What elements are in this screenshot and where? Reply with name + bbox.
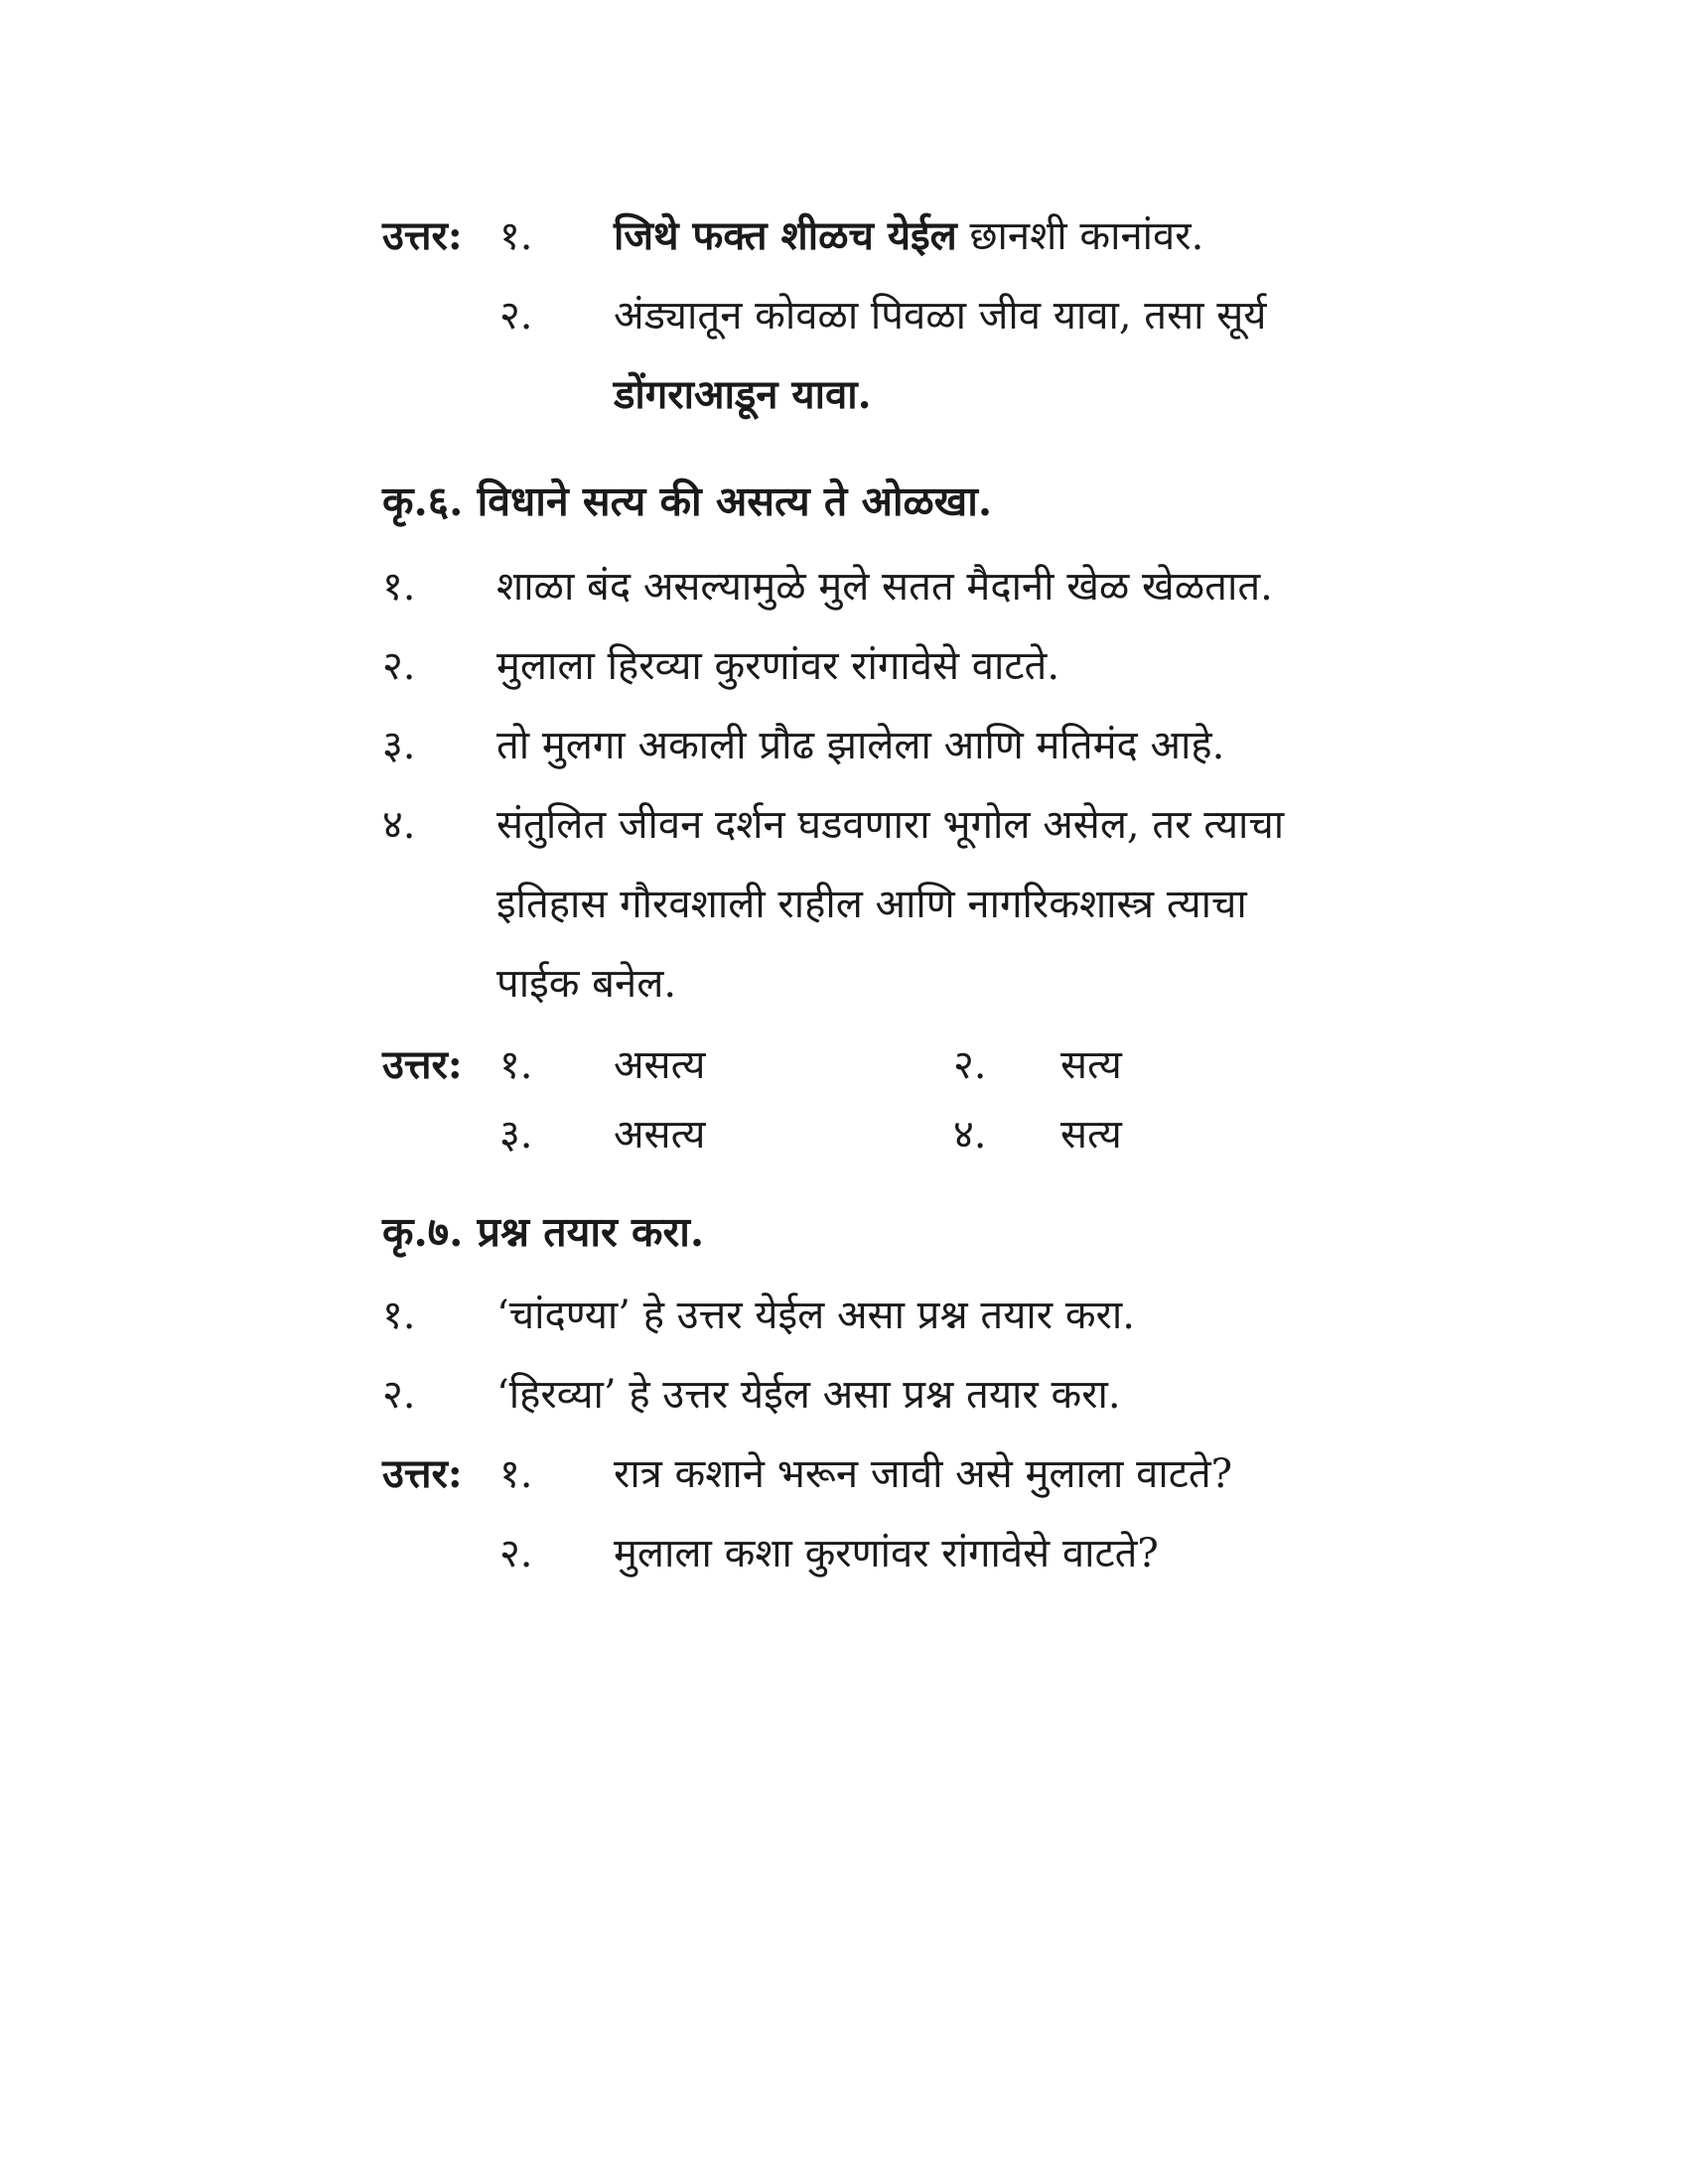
item-number: २. xyxy=(953,1042,987,1088)
question-text: ‘हिरव्या’ हे उत्तर येईल असा प्रश्न तयार करा. xyxy=(496,1372,1121,1418)
answer-bold-text: जिथे फक्त शीळच येईल xyxy=(614,212,957,259)
item-number: १. xyxy=(499,1451,533,1497)
item-number: २. xyxy=(499,1531,533,1576)
statement-text: तो मुलगा अकाली प्रौढ झालेला आणि मतिमंद आहे. xyxy=(496,723,1225,768)
statement-text: मुलाला हिरव्या कुरणांवर रांगावेसे वाटते. xyxy=(496,643,1060,689)
answer-text: अंड्यातून कोवळा पिवळा जीव यावा, तसा सूर्य xyxy=(614,293,1267,339)
statement-text: शाळा बंद असल्यामुळे मुले सतत मैदानी खेळ खेळतात. xyxy=(496,564,1273,610)
answer-label: उत्तर: xyxy=(382,1041,463,1088)
question-text: ‘चांदण्या’ हे उत्तर येईल असा प्रश्न तयार करा. xyxy=(496,1293,1135,1338)
answer-label: उत्तर: xyxy=(382,1450,463,1497)
statement-text: संतुलित जीवन दर्शन घडवणारा भूगोल असेल, तर त्याचा xyxy=(496,802,1285,848)
item-number: ३. xyxy=(499,1112,533,1158)
answer-label: उत्तर: xyxy=(382,212,463,259)
item-number: १. xyxy=(382,564,416,610)
answer-value: असत्य xyxy=(614,1112,706,1158)
question-heading: कृ.७. प्रश्न तयार करा. xyxy=(382,1208,705,1256)
statement-text: इतिहास गौरवशाली राहील आणि नागरिकशास्त्र त्याचा xyxy=(496,882,1247,927)
item-number: २. xyxy=(382,643,416,689)
item-number: १. xyxy=(499,213,533,259)
question-heading: कृ.६. विधाने सत्य की असत्य ते ओळखा. xyxy=(382,478,993,525)
item-number: ४. xyxy=(382,802,416,848)
answer-text-bold: डोंगराआडून यावा. xyxy=(614,371,872,418)
item-number: ४. xyxy=(953,1112,987,1158)
answer-text: मुलाला कशा कुरणांवर रांगावेसे वाटते? xyxy=(614,1531,1159,1576)
answer-value: सत्य xyxy=(1060,1042,1122,1088)
item-number: १. xyxy=(382,1293,416,1338)
statement-text: पाईक बनेल. xyxy=(496,961,677,1007)
answer-value: असत्य xyxy=(614,1042,706,1088)
item-number: ३. xyxy=(382,723,416,768)
answer-value: सत्य xyxy=(1060,1112,1122,1158)
answer-text: रात्र कशाने भरून जावी असे मुलाला वाटते? xyxy=(614,1451,1233,1497)
item-number: १. xyxy=(499,1042,533,1088)
answer-text xyxy=(614,208,1203,264)
item-number: २. xyxy=(499,293,533,339)
item-number: २. xyxy=(382,1372,416,1418)
answer-rest-text: छानशी कानांवर. xyxy=(956,213,1204,259)
